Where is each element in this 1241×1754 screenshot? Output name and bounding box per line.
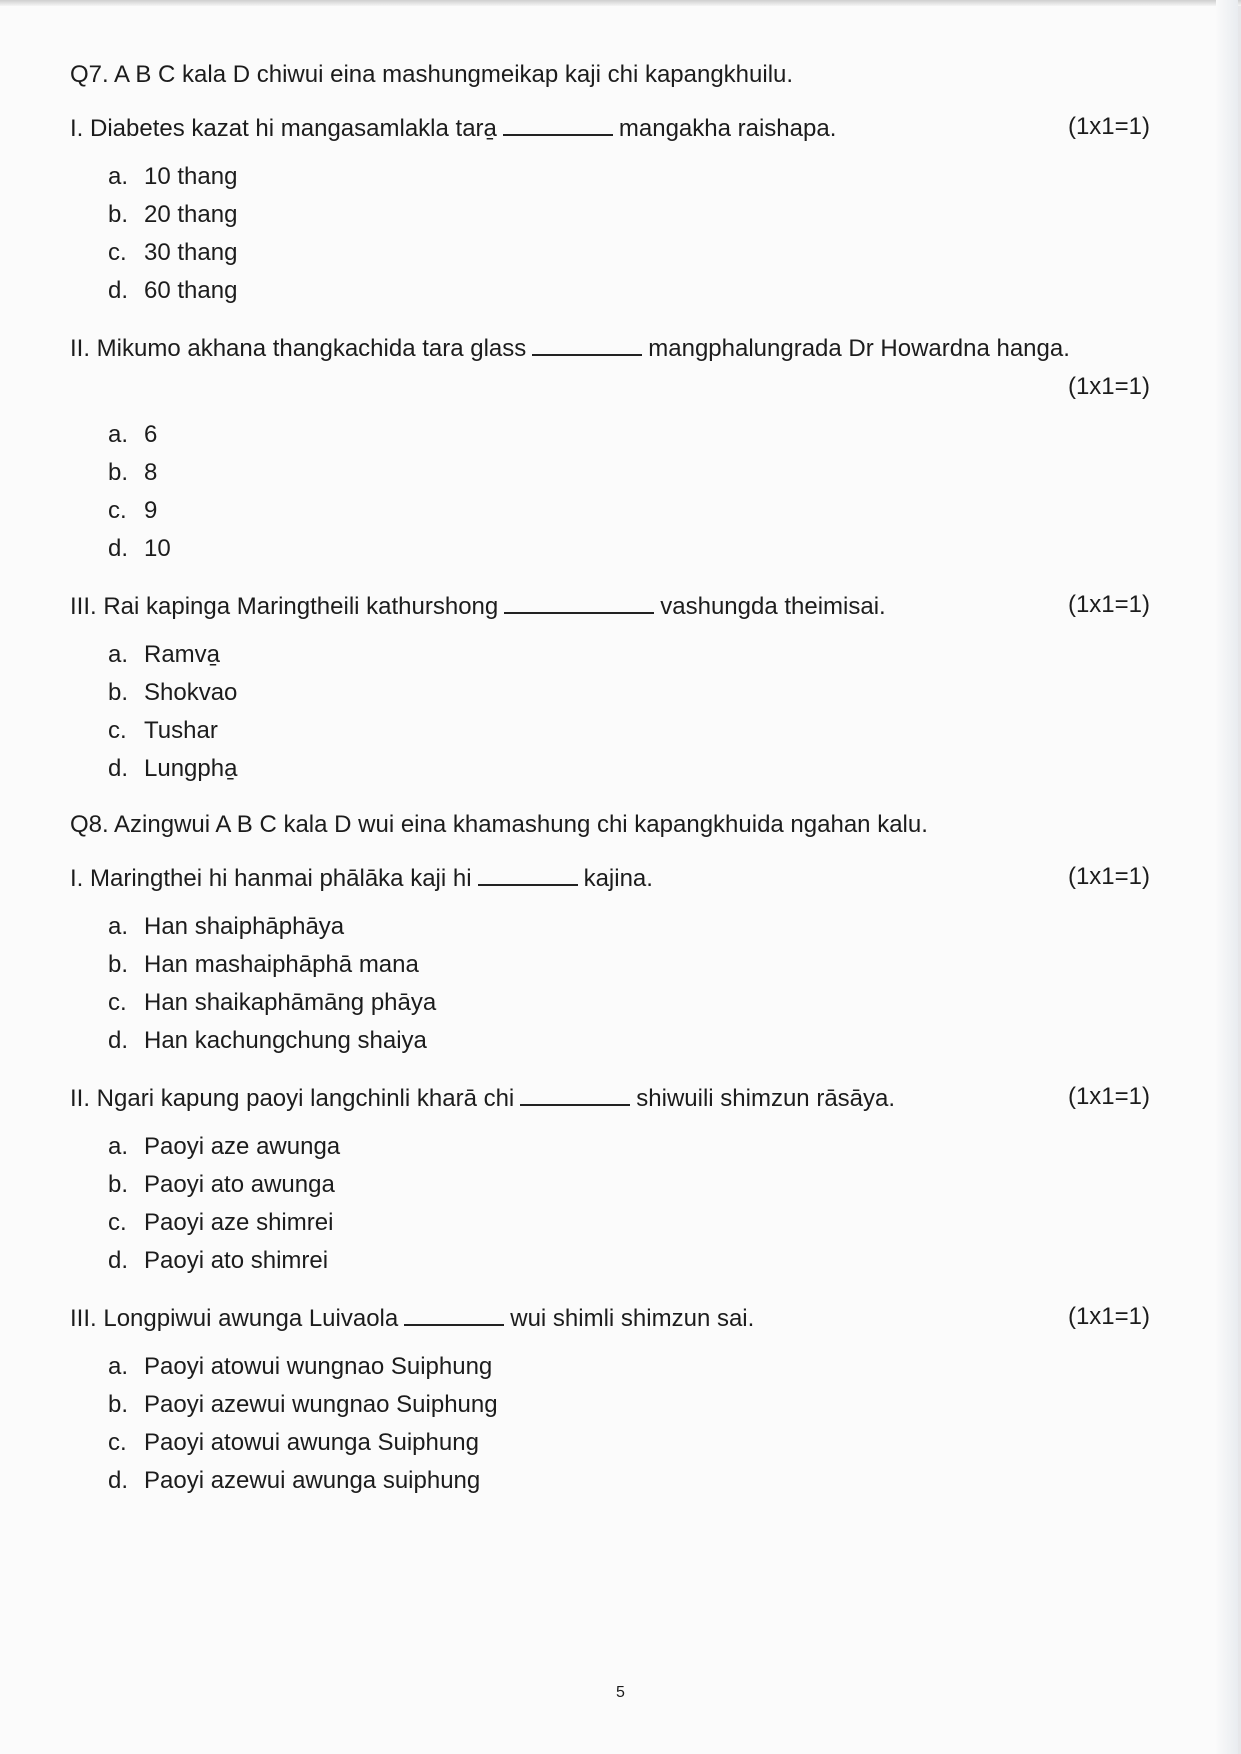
option-item [108, 454, 1150, 492]
answer-blank [532, 332, 642, 356]
sub-question-text: II. Ngari kapung paoyi langchinli kharā chi [70, 1085, 515, 1112]
sub-question-q7-2 [70, 332, 1150, 402]
option-text: Paoyi aze awunga [144, 1133, 341, 1160]
sub-question-text-after: mangphalungrada Dr Howardna hanga. [648, 335, 1070, 362]
answer-blank [503, 112, 613, 136]
option-letter: a. [108, 421, 129, 448]
option-list-q7-3 [70, 636, 1150, 788]
option-text: Paoyi aze shimrei [144, 1209, 334, 1236]
option-text: 10 [144, 535, 171, 562]
option-item [108, 908, 1150, 946]
option-text: 30 thang [144, 239, 238, 266]
sub-question-q7-3 [70, 590, 1150, 622]
option-letter: a. [108, 641, 129, 668]
marks-label: (1x1=1) [1067, 1083, 1150, 1110]
option-text: 60 thang [144, 277, 238, 304]
option-item [108, 530, 1150, 568]
sub-question-text: III. Longpiwui awunga Luivaola [70, 1305, 399, 1332]
option-letter: c. [108, 1209, 127, 1236]
option-letter: a. [108, 1353, 129, 1380]
option-letter: c. [108, 1429, 127, 1456]
option-item [108, 1424, 1150, 1462]
page-content [70, 60, 1150, 1522]
option-list-q7-2 [70, 416, 1150, 568]
option-text: Tushar [144, 717, 218, 744]
sub-question-text-after: wui shimli shimzun sai. [510, 1305, 755, 1332]
sub-question-text: I. Maringthei hi hanmai phālāka kaji hi [70, 865, 472, 892]
answer-blank [478, 862, 578, 886]
scan-edge-right [1216, 0, 1238, 1754]
option-letter: b. [108, 679, 129, 706]
option-text: 9 [144, 497, 158, 524]
marks-label: (1x1=1) [1067, 113, 1150, 140]
option-list-q7-1 [70, 158, 1150, 310]
sub-question-q8-1 [70, 862, 1150, 894]
option-text: Han shaiphāphāya [144, 913, 345, 940]
option-item [108, 712, 1150, 750]
sub-question-text-after: shiwuili shimzun rāsāya. [636, 1085, 896, 1112]
option-text: 20 thang [144, 201, 238, 228]
option-text: Paoyi ato shimrei [144, 1247, 329, 1274]
option-text: Paoyi azewui awunga suiphung [144, 1467, 481, 1494]
option-text: 6 [144, 421, 158, 448]
option-letter: d. [108, 755, 129, 782]
question-heading-q7: Q7. A B C kala D chiwui eina mashungmeikap kaji chi kapangkhuilu. [70, 61, 794, 88]
option-item [108, 272, 1150, 310]
option-text: Shokvao [144, 679, 238, 706]
sub-question-text: II. Mikumo akhana thangkachida tara glass [70, 335, 527, 362]
sub-question-text: I. Diabetes kazat hi mangasamlakla tara̱ [70, 115, 497, 142]
marks-label: (1x1=1) [1067, 373, 1150, 400]
option-text: Han mashaiphāphā mana [144, 951, 419, 978]
option-item [108, 1204, 1150, 1242]
marks-label: (1x1=1) [1067, 863, 1150, 890]
option-text: Paoyi ato awunga [144, 1171, 335, 1198]
option-letter: a. [108, 163, 129, 190]
option-text: Paoyi atowui awunga Suiphung [144, 1429, 479, 1456]
option-item [108, 984, 1150, 1022]
marks-label: (1x1=1) [1067, 1303, 1150, 1330]
option-letter: c. [108, 497, 127, 524]
option-letter: b. [108, 951, 129, 978]
answer-blank [404, 1302, 504, 1326]
option-text: Han kachungchung shaiya [144, 1027, 427, 1054]
option-list-q8-2 [70, 1128, 1150, 1280]
option-item [108, 636, 1150, 674]
option-text: Paoyi azewui wungnao Suiphung [144, 1391, 498, 1418]
option-text: Han shaikaphāmāng phāya [144, 989, 437, 1016]
marks-label: (1x1=1) [1067, 591, 1150, 618]
answer-blank [520, 1082, 630, 1106]
option-item [108, 1462, 1150, 1500]
option-text: Lungpha̱ [144, 755, 238, 782]
option-item [108, 1348, 1150, 1386]
sub-question-text-after: kajina. [583, 865, 653, 892]
option-text: 8 [144, 459, 158, 486]
question-heading-q8: Q8. Azingwui A B C kala D wui eina khamashung chi kapangkhuida ngahan kalu. [70, 811, 928, 838]
option-letter: a. [108, 1133, 129, 1160]
option-list-q8-3 [70, 1348, 1150, 1500]
option-item [108, 1386, 1150, 1424]
option-item [108, 196, 1150, 234]
option-item [108, 1242, 1150, 1280]
option-text: Ramva̱ [144, 641, 221, 668]
option-letter: d. [108, 1027, 129, 1054]
option-letter: d. [108, 1467, 129, 1494]
option-letter: a. [108, 913, 129, 940]
option-letter: c. [108, 989, 127, 1016]
option-item [108, 1166, 1150, 1204]
answer-blank [504, 590, 654, 614]
sub-question-q7-1 [70, 112, 1150, 144]
option-item [108, 946, 1150, 984]
option-letter: d. [108, 535, 129, 562]
page-number: 5 [616, 1684, 625, 1701]
sub-question-q8-2 [70, 1082, 1150, 1114]
option-item [108, 492, 1150, 530]
sub-question-text-after: vashungda theimisai. [660, 593, 886, 620]
sub-question-q8-3 [70, 1302, 1150, 1334]
option-letter: b. [108, 1391, 129, 1418]
option-list-q8-1 [70, 908, 1150, 1060]
option-letter: b. [108, 201, 129, 228]
option-text: Paoyi atowui wungnao Suiphung [144, 1353, 493, 1380]
option-text: 10 thang [144, 163, 238, 190]
option-letter: c. [108, 717, 127, 744]
option-letter: b. [108, 1171, 129, 1198]
option-item [108, 158, 1150, 196]
option-item [108, 234, 1150, 272]
option-letter: d. [108, 1247, 129, 1274]
option-item [108, 1128, 1150, 1166]
option-letter: d. [108, 277, 129, 304]
option-item [108, 674, 1150, 712]
option-item [108, 416, 1150, 454]
sub-question-text: III. Rai kapinga Maringtheili kathurshong [70, 593, 499, 620]
scan-edge-top [0, 0, 1241, 6]
option-letter: b. [108, 459, 129, 486]
option-item [108, 750, 1150, 788]
sub-question-text-after: mangakha raishapa. [618, 115, 837, 142]
option-letter: c. [108, 239, 127, 266]
option-item [108, 1022, 1150, 1060]
